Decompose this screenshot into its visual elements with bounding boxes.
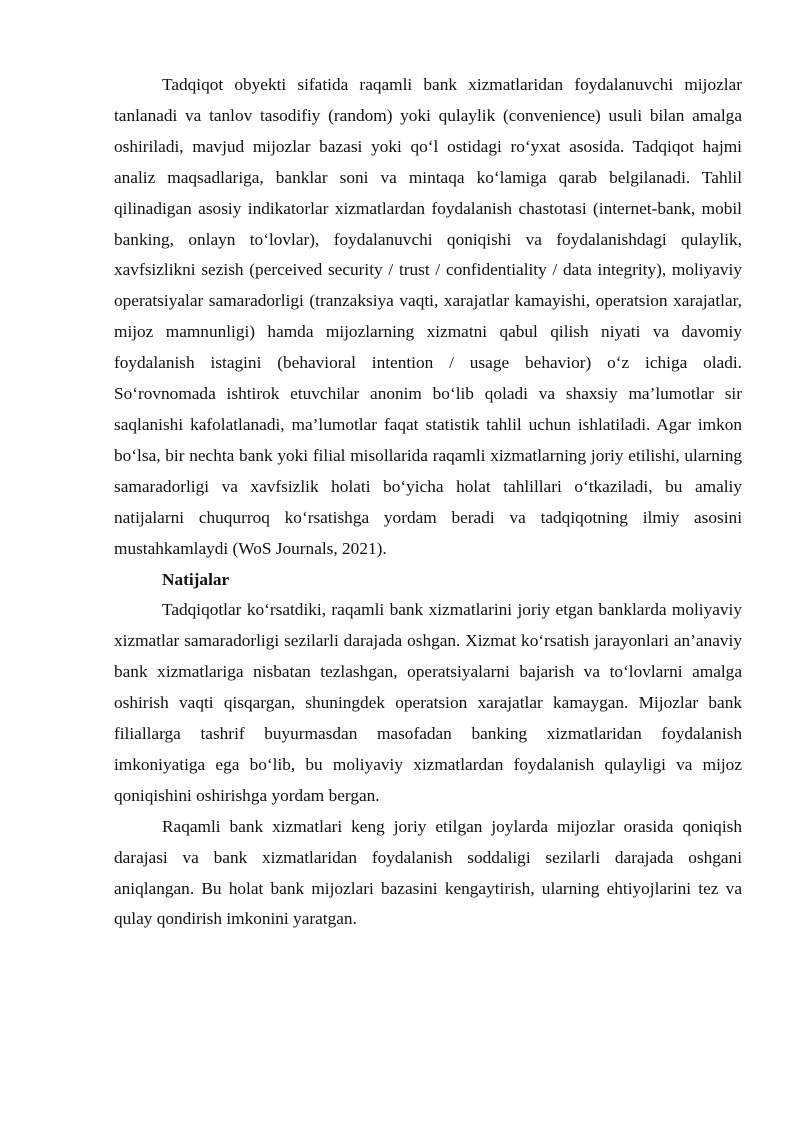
methodology-paragraph: Tadqiqot obyekti sifatida raqamli bank xizmatlaridan foydalanuvchi mijozlar tanlanadi va tanlov tasodifiy (random) yoki qulaylik (convenience) usuli bilan amalga oshiriladi, mavjud mijozlar bazasi yoki qo‘l ostidagi ro‘yxat asosida. Tadqiqot hajmi analiz maqsadlariga, banklar soni va mintaqa ko‘lamiga qarab belgilanadi. Tahlil qilinadigan asosiy indikatorlar xizmatlardan foydalanish chastotasi (internet-bank, mobil banking, onlayn to‘lovlar), foydalanuvchi qoniqishi va foydalanishdagi qulaylik, xavfsizlikni sezish (perceived security / trust / confidentiality / data integrity), moliyaviy operatsiyalar samaradorligi (tranzaksiya vaqti, xarajatlar kamayishi, operatsion xarajatlar, mijoz mamnunligi) hamda mijozlarning xizmatni qabul qilish niyati va davomiy foydalanish istagini (behavioral intention / usage behavior) o‘z ichiga oladi. So‘rovnomada ishtirok etuvchilar anonim bo‘lib qoladi va shaxsiy ma’lumotlar sir saqlanishi kafolatlanadi, ma’lumotlar faqat statistik tahlil uchun ishlatiladi. Agar imkon bo‘lsa, bir nechta bank yoki filial misollarida raqamli xizmatlarning joriy etilishi, ularning samaradorligi va xavfsizlik holati bo‘yicha holat tahlillari o‘tkaziladi, bu amaliy natijalarni chuqurroq ko‘rsatishga yordam beradi va tadqiqotning ilmiy asosini mustahkamlaydi (WoS Journals, 2021). [114,75,742,558]
results-paragraph-2: Raqamli bank xizmatlari keng joriy etilgan joylarda mijozlar orasida qoniqish darajasi va bank xizmatlaridan foydalanish soddaligi sezilarli darajada oshgani aniqlangan. Bu holat bank mijozlari bazasini kengaytirish, ularning ehtiyojlarini tez va qulay qondirish imkonini yaratgan. [114,816,742,929]
results-paragraph-1: Tadqiqotlar ko‘rsatdiki, raqamli bank xizmatlarini joriy etgan banklarda moliyaviy xizmatlar samaradorligi sezilarli darajada oshgan. Xizmat ko‘rsatish jarayonlari an’anaviy bank xizmatlariga nisbatan tezlashgan, operatsiyalarni bajarish va to‘lovlarni amalga oshirish vaqti qisqargan, shuningdek operatsion xarajatlar kamaygan. Mijozlar bank filiallarga tashrif buyurmasdan masofadan banking xizmatlaridan foydalanish imkoniyatiga ega bo‘lib, bu moliyaviy xizmatlardan foydalanish qulayligi va mijoz qoniqishini oshirishga yordam bergan. [114,600,742,805]
document-page [114,70,742,935]
results-heading: Natijalar [162,569,230,589]
